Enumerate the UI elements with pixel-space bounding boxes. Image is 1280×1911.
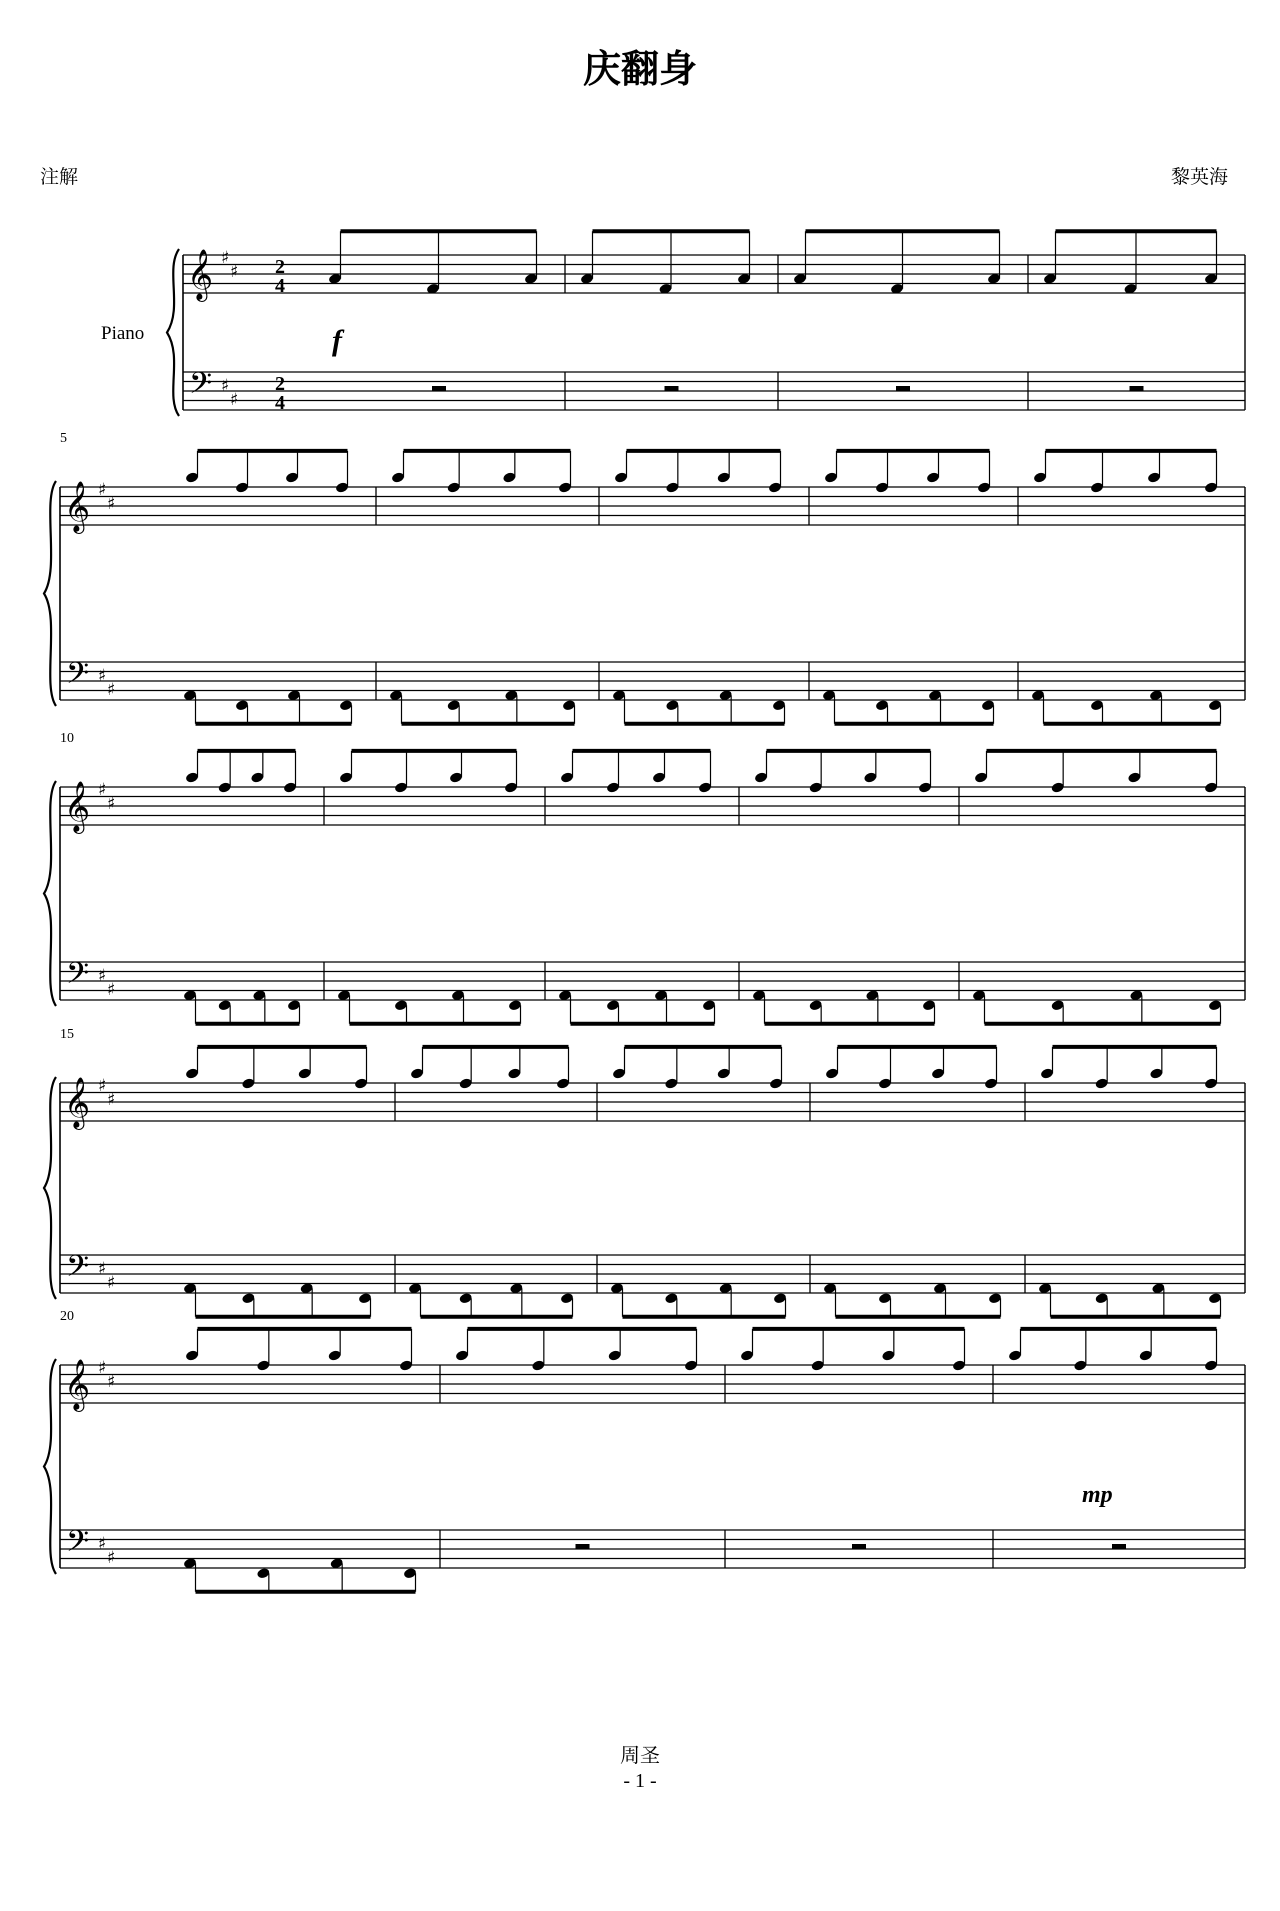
sharp-sign: ♯ (107, 1372, 116, 1392)
sharp-sign: ♯ (107, 494, 116, 514)
measure-number: 5 (60, 431, 67, 446)
whole-rest (896, 386, 910, 391)
sharp-sign: ♯ (98, 480, 107, 500)
bass-clef: 𝄢 (66, 957, 90, 998)
sharp-sign: ♯ (98, 1534, 107, 1554)
treble-clef: 𝄞 (64, 481, 91, 532)
sharp-sign: ♯ (98, 666, 107, 686)
time-signature-bottom: 4 (275, 275, 285, 297)
whole-rest (432, 386, 446, 391)
sharp-sign: ♯ (107, 1548, 116, 1568)
brace (44, 481, 56, 706)
sharp-sign: ♯ (98, 1259, 107, 1279)
sharp-sign: ♯ (107, 1090, 116, 1110)
instrument-label: Piano (101, 323, 145, 344)
treble-clef: 𝄞 (64, 781, 91, 832)
sharp-sign: ♯ (230, 390, 239, 410)
time-signature-bottom: 4 (275, 392, 285, 414)
sharp-sign: ♯ (230, 262, 239, 282)
measure-number: 10 (60, 731, 74, 746)
bass-clef: 𝄢 (189, 367, 213, 408)
lyricist-label: 注解 (40, 166, 79, 188)
brace (167, 249, 179, 416)
bass-clef: 𝄢 (66, 1525, 90, 1566)
whole-rest (1112, 1544, 1126, 1549)
notes-layer (183, 231, 1222, 1592)
composer-label: 黎英海 (1170, 166, 1228, 188)
sharp-sign: ♯ (107, 680, 116, 700)
time-signature-top: 2 (275, 373, 285, 395)
sharp-sign: ♯ (98, 1358, 107, 1378)
dynamic-forte: f (332, 324, 342, 357)
sharp-sign: ♯ (107, 980, 116, 1000)
sharp-sign: ♯ (221, 376, 230, 396)
bass-clef: 𝄢 (66, 657, 90, 698)
footer-name: 周圣 (620, 1743, 660, 1767)
brace (44, 781, 56, 1006)
page-number: - 1 - (623, 1770, 657, 1792)
treble-clef: 𝄞 (64, 1359, 91, 1410)
measure-number: 15 (60, 1027, 74, 1042)
staff-systems (44, 248, 1245, 1574)
sharp-sign: ♯ (98, 1076, 107, 1096)
sharp-sign: ♯ (98, 966, 107, 986)
sharp-sign: ♯ (107, 794, 116, 814)
brace (44, 1359, 56, 1574)
whole-rest (576, 1544, 590, 1549)
whole-rest (1130, 386, 1144, 391)
sharp-sign: ♯ (98, 780, 107, 800)
time-signature-top: 2 (275, 256, 285, 278)
treble-clef: 𝄞 (187, 249, 214, 300)
whole-rest (665, 386, 679, 391)
whole-rest (852, 1544, 866, 1549)
measure-number: 20 (60, 1309, 74, 1324)
dynamic-mezzo-piano: mp (1082, 1482, 1113, 1508)
sharp-sign: ♯ (221, 248, 230, 268)
bass-clef: 𝄢 (66, 1250, 90, 1291)
treble-clef: 𝄞 (64, 1077, 91, 1128)
brace (44, 1077, 56, 1299)
score-title: 庆翻身 (582, 47, 697, 91)
sharp-sign: ♯ (107, 1273, 116, 1293)
